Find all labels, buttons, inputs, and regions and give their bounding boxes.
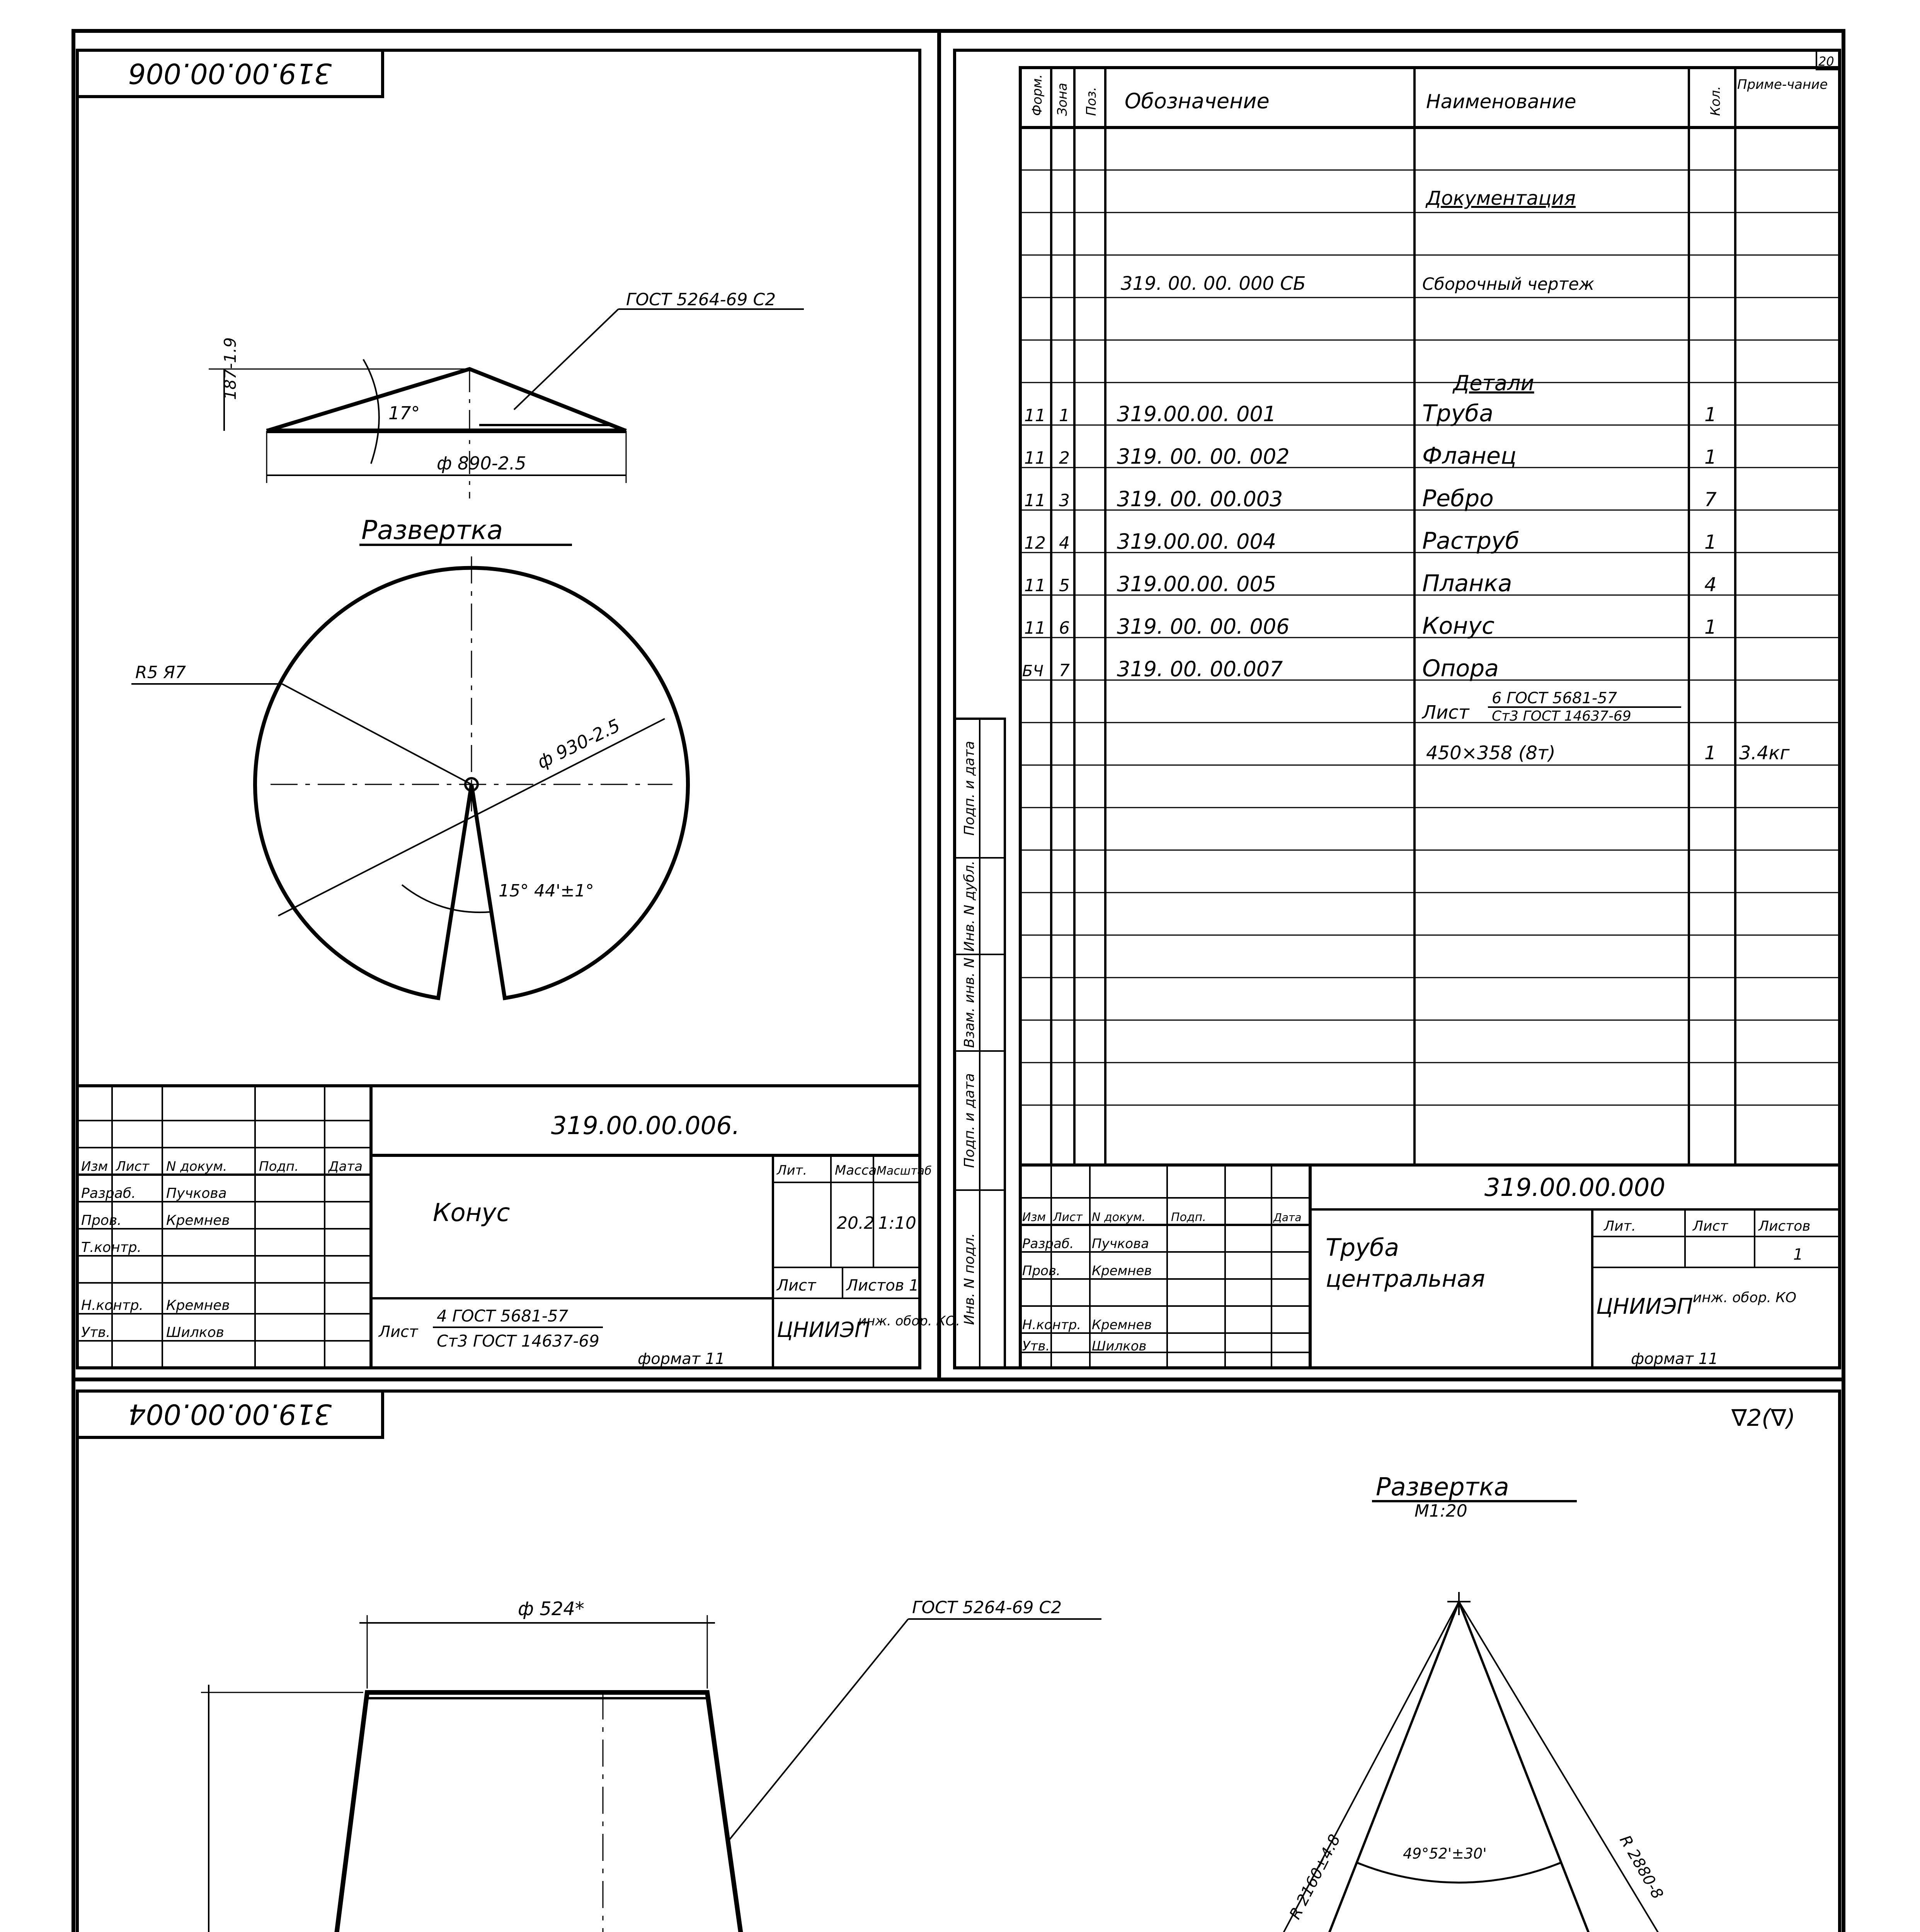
role: Н.контр. <box>81 1298 144 1313</box>
svg-text:Кремнев: Кремнев <box>1092 1263 1152 1279</box>
mass-value: 20.2 <box>837 1213 875 1233</box>
table-row: 319. 00. 00. 000 СБ <box>1121 273 1306 294</box>
material-bottom: Ст3 ГОСТ 14637-69 <box>437 1332 599 1350</box>
sheet-004-frame <box>77 1391 1840 1932</box>
designation: 319.00.00.000 <box>1484 1173 1666 1202</box>
title-block-006 <box>77 1086 960 1368</box>
table-row: 319. 00. 00.007 <box>1117 657 1283 681</box>
assembly-name-2: центральная <box>1326 1265 1485 1293</box>
cone-side-view <box>209 290 804 498</box>
svg-text:Инв. N дубл.: Инв. N дубл. <box>962 861 977 952</box>
sheet-000-frame <box>955 50 1840 1368</box>
svg-text:11: 11 <box>1024 406 1046 425</box>
org-sub: инж. обор. КО <box>1693 1290 1797 1306</box>
table-row: 319.00.00. 001 <box>1117 402 1277 426</box>
format-label: формат 11 <box>638 1350 725 1368</box>
org-name: ЦНИИЭП <box>1596 1294 1693 1319</box>
svg-text:Масштаб: Масштаб <box>877 1164 932 1178</box>
svg-text:Лист: Лист <box>1422 702 1469 723</box>
role: Разраб. <box>81 1185 136 1201</box>
svg-text:Кол.: Кол. <box>1708 86 1723 116</box>
table-row: 319.00.00. 004 <box>1117 529 1277 554</box>
table-row: 319. 00. 00.003 <box>1117 487 1283 511</box>
svg-text:Раструб: Раструб <box>1422 527 1520 554</box>
stamp-number: 319.00.00.006 <box>128 57 332 90</box>
svg-text:1: 1 <box>1704 616 1717 638</box>
org-name: ЦНИИЭП <box>777 1318 870 1342</box>
svg-text:Н.контр.: Н.контр. <box>1022 1317 1081 1333</box>
designation: 319.00.00.006. <box>551 1112 740 1140</box>
frustum-side-view <box>201 1598 1101 1932</box>
assembly-name-1: Труба <box>1326 1233 1399 1262</box>
table-row: 319.00.00. 005 <box>1117 572 1277 596</box>
org-sub: инж. обор. КО. <box>858 1313 960 1329</box>
svg-text:Листов 1: Листов 1 <box>846 1277 919 1294</box>
dim-arc-diam: ф 930-2.5 <box>534 714 623 773</box>
title-block-000 <box>1020 1165 1840 1368</box>
role-name: Шилков <box>166 1325 224 1340</box>
svg-text:Разраб.: Разраб. <box>1022 1236 1074 1252</box>
svg-text:1: 1 <box>1704 403 1717 426</box>
material-bottom: Ст3 ГОСТ 14637-69 <box>1492 708 1631 724</box>
svg-text:Инв. N подл.: Инв. N подл. <box>962 1233 977 1325</box>
roughness-symbol: ∇2(∇) <box>1731 1405 1796 1432</box>
svg-text:Приме-чание: Приме-чание <box>1737 77 1828 92</box>
svg-text:Планка: Планка <box>1422 570 1512 597</box>
svg-text:N докум.: N докум. <box>166 1159 227 1174</box>
frustum-development <box>1163 1473 1716 1932</box>
svg-text:Масса: Масса <box>835 1163 877 1178</box>
svg-text:1: 1 <box>1704 742 1716 764</box>
dim-angle: 17° <box>388 403 420 423</box>
svg-text:Подп.: Подп. <box>259 1159 299 1174</box>
svg-text:Взам. инв. N: Взам. инв. N <box>962 957 977 1048</box>
svg-text:1: 1 <box>1704 531 1717 553</box>
dim-height: 187-1.9 <box>221 337 240 400</box>
weld-note: ГОСТ 5264-69 С2 <box>912 1598 1062 1617</box>
svg-text:Лист: Лист <box>379 1323 418 1341</box>
svg-text:7: 7 <box>1704 488 1717 511</box>
spec-rows <box>1022 187 1790 764</box>
dim-gap-angle: 15° 44'±1° <box>499 881 594 901</box>
svg-text:11: 11 <box>1024 448 1046 468</box>
svg-text:11: 11 <box>1024 491 1046 510</box>
role: Утв. <box>81 1325 111 1340</box>
material-size: 450×358 (8т) <box>1426 742 1556 764</box>
side-strip <box>955 719 1005 1368</box>
svg-text:Труба: Труба <box>1422 400 1494 427</box>
svg-text:Лит.: Лит. <box>777 1163 807 1178</box>
col-header-name: Наименование <box>1426 90 1576 113</box>
sheet-number: 20 <box>1818 54 1834 69</box>
svg-text:Конус: Конус <box>1422 612 1495 639</box>
svg-text:2: 2 <box>1059 448 1070 468</box>
svg-text:Дата: Дата <box>1273 1211 1302 1224</box>
col-header-designation: Обозначение <box>1125 89 1270 113</box>
svg-text:Ребро: Ребро <box>1422 485 1494 512</box>
weld-note: ГОСТ 5264-69 С2 <box>626 290 776 310</box>
svg-text:7: 7 <box>1059 661 1070 680</box>
svg-text:Опора: Опора <box>1422 655 1499 682</box>
svg-text:Шилков: Шилков <box>1092 1338 1147 1354</box>
svg-text:Листов: Листов <box>1758 1218 1811 1234</box>
svg-text:Лист: Лист <box>1053 1211 1083 1224</box>
sheet-000-spec <box>955 50 1840 1368</box>
role-name: Кремнев <box>166 1213 230 1228</box>
svg-text:Подп.: Подп. <box>1171 1211 1206 1224</box>
svg-text:1: 1 <box>1704 446 1717 468</box>
table-row: Документация <box>1426 187 1576 209</box>
svg-text:11: 11 <box>1024 576 1046 595</box>
svg-text:Поз.: Поз. <box>1084 87 1099 116</box>
svg-text:5: 5 <box>1059 576 1070 595</box>
svg-text:Фланец: Фланец <box>1422 442 1517 469</box>
material-mass: 3.4кг <box>1739 742 1790 764</box>
svg-text:Лит.: Лит. <box>1604 1218 1636 1234</box>
svg-text:Подп. и дата: Подп. и дата <box>962 1073 977 1168</box>
svg-text:6: 6 <box>1059 618 1070 638</box>
svg-text:1: 1 <box>1793 1246 1803 1264</box>
scale-value: 1:10 <box>878 1213 916 1233</box>
svg-text:Утв.: Утв. <box>1022 1338 1050 1354</box>
svg-text:БЧ: БЧ <box>1022 662 1043 680</box>
dim-radius: R5 Я7 <box>135 663 186 682</box>
svg-text:Пучкова: Пучкова <box>1092 1236 1149 1252</box>
razvertka-title: Развертка <box>1376 1473 1509 1502</box>
part-name: Конус <box>433 1199 510 1227</box>
razvertka-title: Развертка <box>361 515 503 546</box>
sheet-004 <box>77 1391 1840 1932</box>
svg-text:Лист: Лист <box>116 1159 150 1174</box>
svg-text:Изм: Изм <box>81 1159 108 1174</box>
svg-text:12: 12 <box>1024 533 1046 553</box>
dim-r-left: R 2160±4.8 <box>1286 1832 1344 1922</box>
stamp-number: 319.00.00.004 <box>128 1398 332 1430</box>
svg-text:Кремнев: Кремнев <box>1092 1317 1152 1333</box>
cone-development <box>131 556 688 998</box>
svg-text:Зона: Зона <box>1055 83 1070 116</box>
dim-angle: 49°52'±30' <box>1403 1845 1487 1862</box>
svg-text:Форм.: Форм. <box>1030 74 1045 116</box>
dim-diameter: ф 890-2.5 <box>437 453 526 474</box>
dim-r-right: R 2880-8 <box>1616 1832 1667 1902</box>
svg-text:Пров.: Пров. <box>1022 1263 1060 1279</box>
role-name: Кремнев <box>166 1298 230 1313</box>
svg-text:Изм: Изм <box>1022 1211 1046 1224</box>
svg-text:Дата: Дата <box>329 1159 363 1174</box>
svg-text:3: 3 <box>1059 491 1070 510</box>
table-row: 319. 00. 00. 002 <box>1117 444 1290 469</box>
material-top: 4 ГОСТ 5681-57 <box>437 1306 569 1325</box>
dim-top-diameter: ф 524* <box>518 1598 584 1620</box>
svg-text:Лист: Лист <box>1693 1218 1728 1234</box>
svg-text:4: 4 <box>1704 573 1717 596</box>
svg-text:1: 1 <box>1059 406 1070 425</box>
format-label: формат 11 <box>1631 1350 1718 1368</box>
svg-text:11: 11 <box>1024 618 1046 638</box>
role: Пров. <box>81 1213 122 1228</box>
table-row: Детали <box>1453 371 1534 395</box>
svg-text:4: 4 <box>1059 533 1070 553</box>
svg-text:N докум.: N докум. <box>1092 1211 1146 1224</box>
svg-text:Подп. и дата: Подп. и дата <box>962 741 977 836</box>
table-row: 319. 00. 00. 006 <box>1117 614 1290 639</box>
svg-text:Сборочный чертеж: Сборочный чертеж <box>1422 274 1595 294</box>
material-top: 6 ГОСТ 5681-57 <box>1492 689 1617 707</box>
sheet-006 <box>77 50 960 1368</box>
svg-text:Лист: Лист <box>777 1277 816 1294</box>
role-name: Пучкова <box>166 1185 227 1201</box>
role: Т.контр. <box>81 1240 142 1255</box>
razvertka-scale: М1:20 <box>1414 1501 1467 1521</box>
outer-frame <box>73 31 1843 1932</box>
